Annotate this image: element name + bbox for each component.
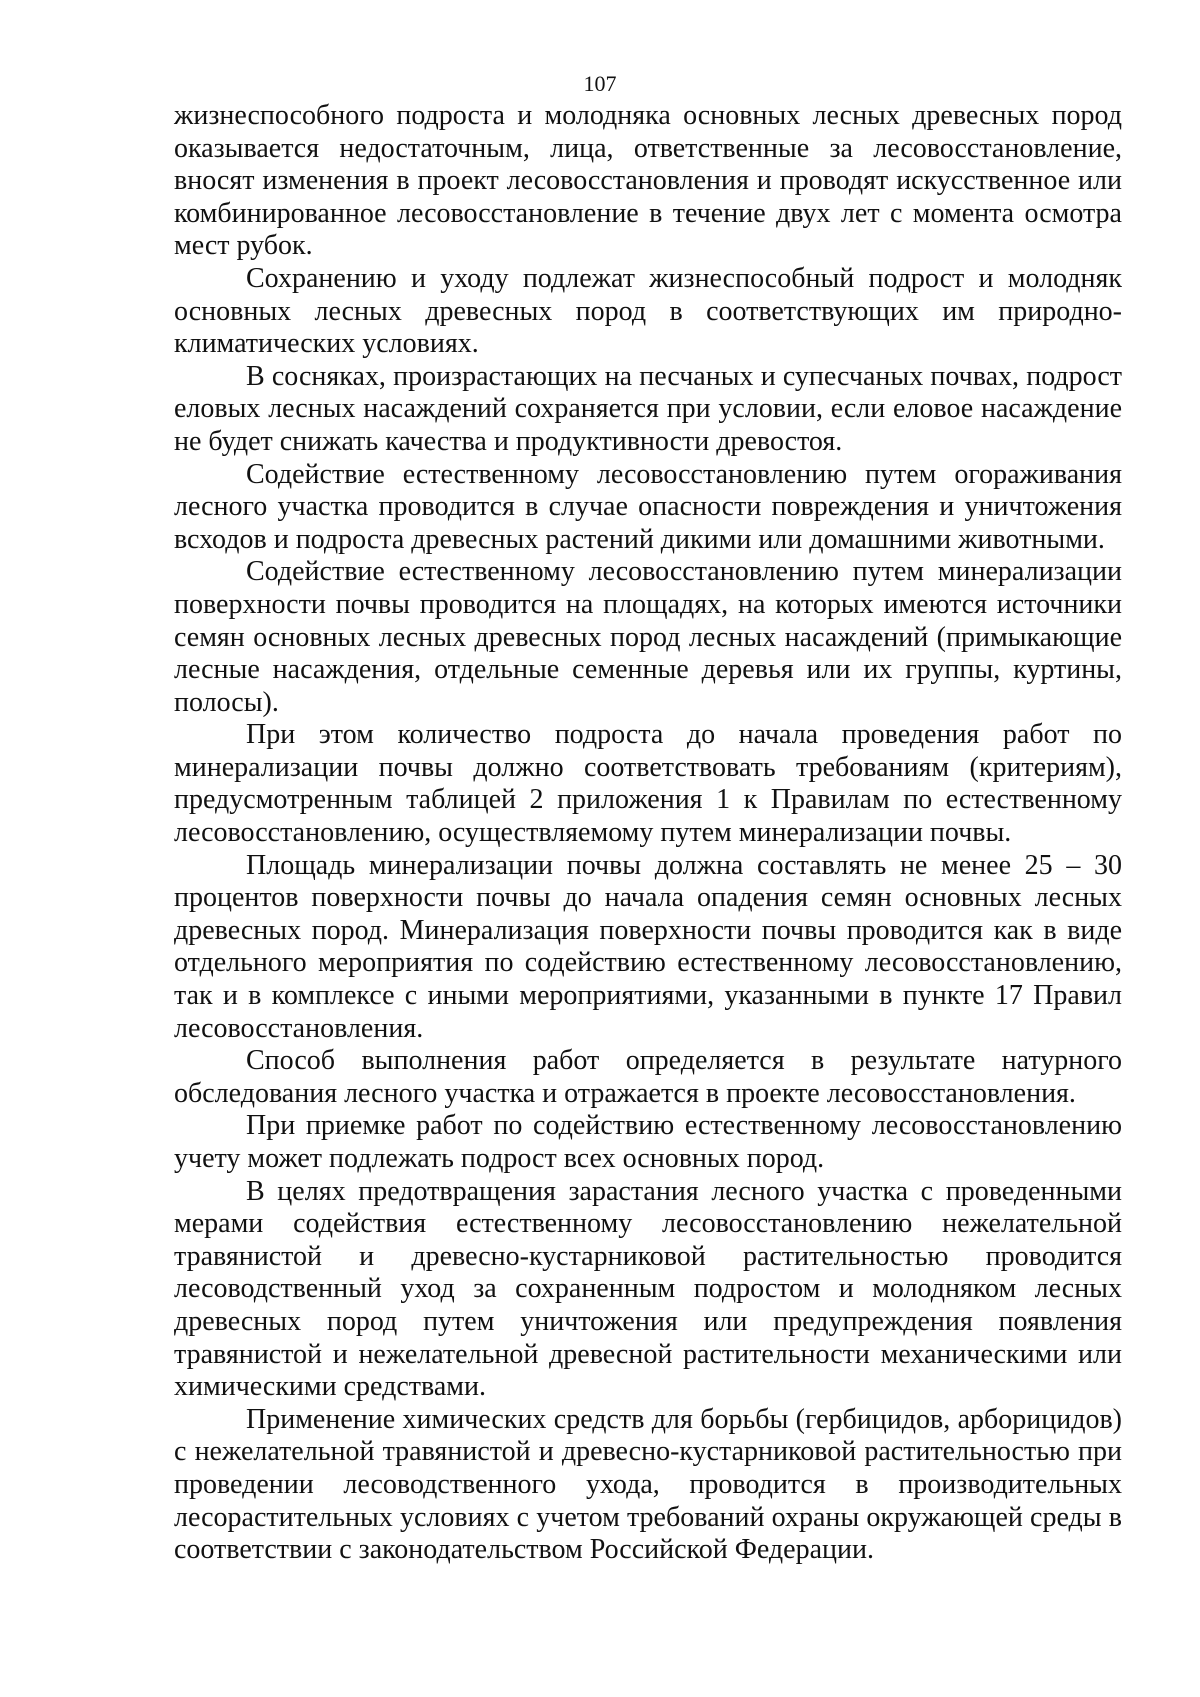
paragraph: Содействие естественному лесовосстановлению путем огораживания лесного участка проводится в случае опасности повреждения и уничтожения всходов и подроста древесных растений дикими или домашними животными.: [174, 458, 1122, 555]
page-number: 107: [583, 71, 617, 96]
paragraph: Содействие естественному лесовосстановлению путем минерализации поверхности почвы проводится на площадях, на которых имеются источники семян основных лесных древесных пород лесных насаждений (примыкающие лесные насаждения, отдельные семенные деревья или их группы, куртины, полосы).: [174, 556, 1122, 718]
paragraph: При этом количество подроста до начала проведения работ по минерализации почвы должно соответствовать требованиям (критериям), предусмотренным таблицей 2 приложения 1 к Правилам по естественному лесовосстановлению, осуществляемому путем минерализации почвы.: [174, 719, 1122, 849]
document-body: [174, 100, 1122, 1567]
paragraph: В сосняках, произрастающих на песчаных и супесчаных почвах, подрост еловых лесных насаждений сохраняется при условии, если еловое насаждение не будет снижать качества и продуктивности древостоя.: [174, 360, 1122, 457]
paragraph: При приемке работ по содействию естественному лесовосстановлению учету может подлежать подрост всех основных пород.: [174, 1110, 1122, 1174]
paragraph: Сохранению и уходу подлежат жизнеспособный подрост и молодняк основных лесных древесных пород в соответствующих им природно-климатических условиях.: [174, 262, 1122, 360]
paragraph: Способ выполнения работ определяется в результате натурного обследования лесного участка и отражается в проекте лесовосстановления.: [174, 1045, 1122, 1109]
paragraph: жизнеспособного подроста и молодняка основных лесных древесных пород оказывается недостаточным, лица, ответственные за лесовосстановление, вносят изменения в проект лесовосстановления и проводят искусственное или комбинированное лесовосстановление в течение двух лет с момента осмотра мест рубок.: [174, 100, 1122, 262]
paragraph: Применение химических средств для борьбы (гербицидов, арборицидов) с нежелательной травянистой и древесно-кустарниковой растительностью при проведении лесоводственного ухода, проводится в производительных лесорастительных условиях с учетом требований охраны окружающей среды в соответствии с законодательством Российской Федерации.: [174, 1403, 1122, 1566]
paragraph: Площадь минерализации почвы должна составлять не менее 25 – 30 процентов поверхности почвы до начала опадения семян основных лесных древесных пород. Минерализация поверхности почвы проводится как в виде отдельного мероприятия по содействию естественному лесовосстановлению, так и в комплексе с иными мероприятиями, указанными в пункте 17 Правил лесовосстановления.: [174, 849, 1122, 1044]
paragraph: В целях предотвращения зарастания лесного участка с проведенными мерами содействия естественному лесовосстановлению нежелательной травянистой и древесно-кустарниковой растительностью проводится лесоводственный уход за сохраненным подростом и молодняком лесных древесных пород путем уничтожения или предупреждения появления травянистой и нежелательной древесной растительности механическими или химическими средствами.: [174, 1175, 1122, 1403]
